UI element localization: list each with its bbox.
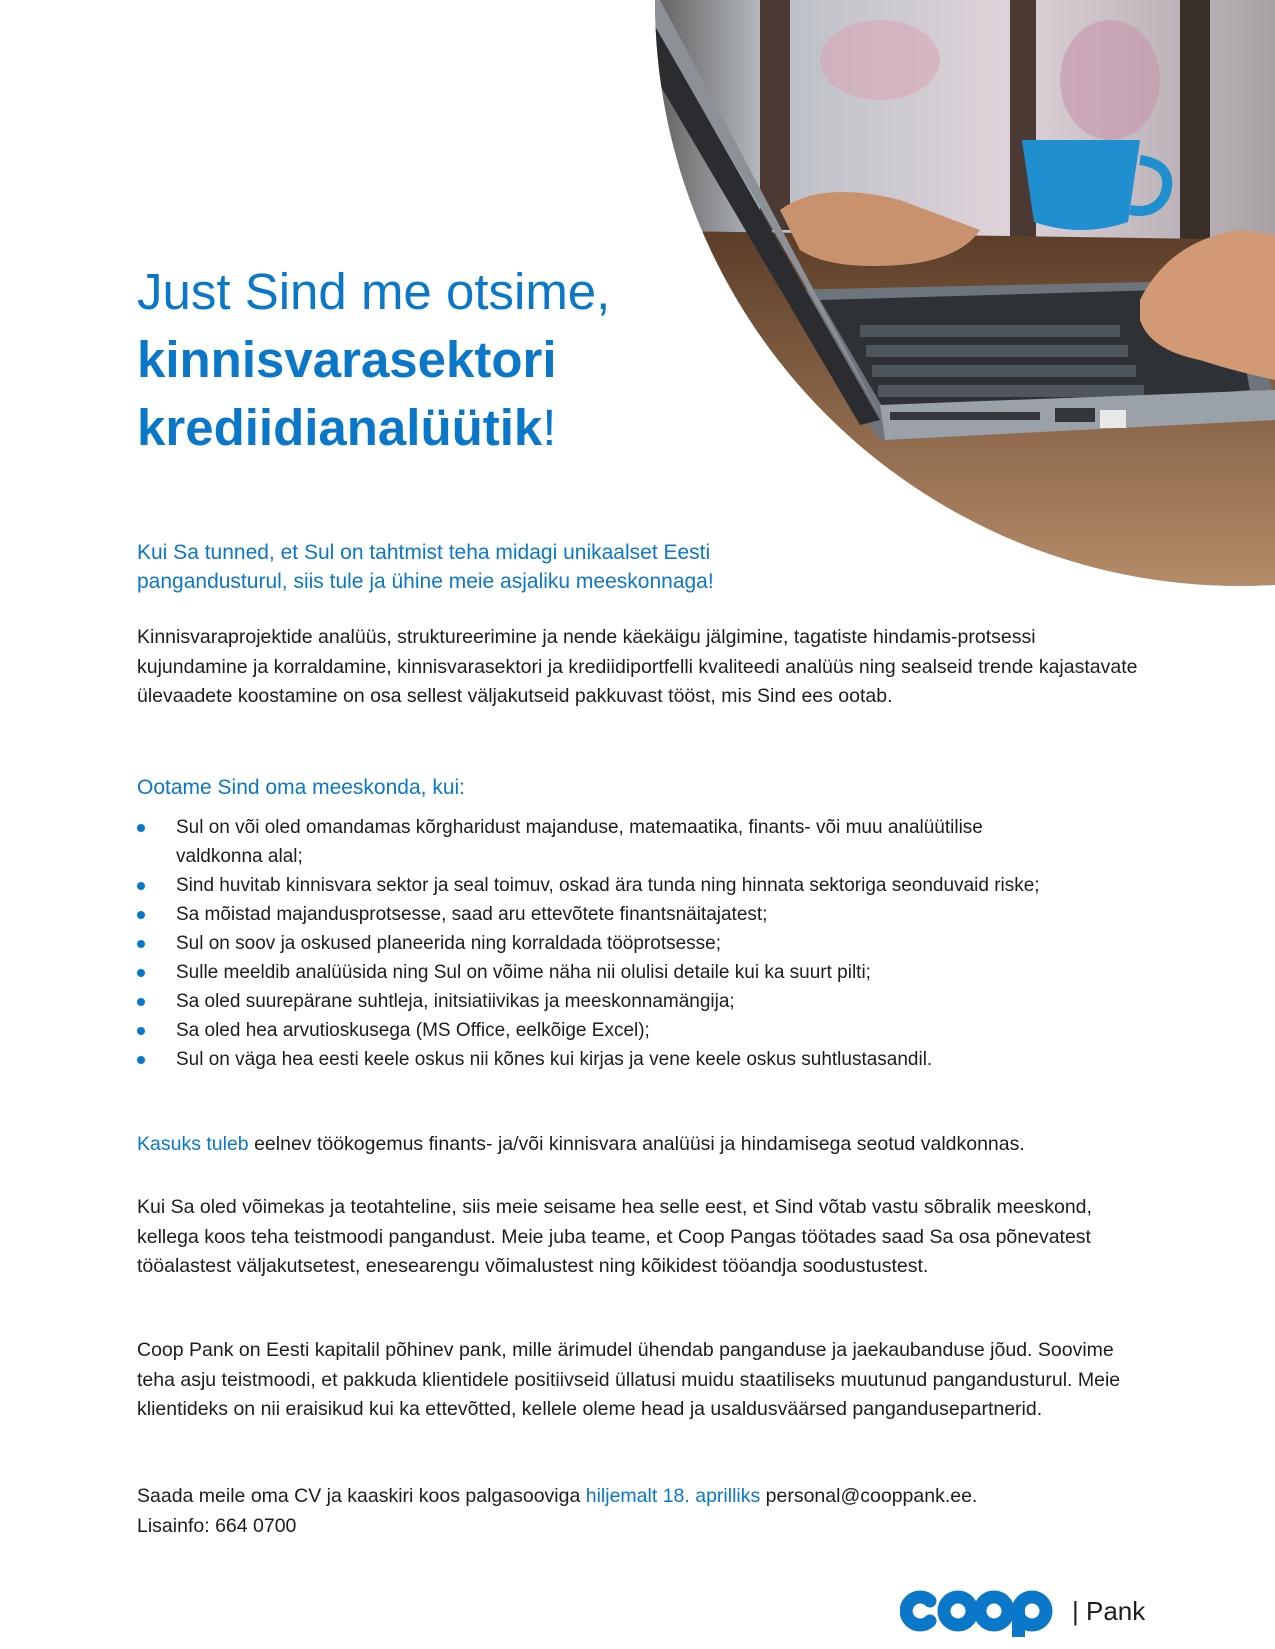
bullet-icon: [137, 998, 145, 1006]
list-item-text: Sul on väga hea eesti keele oskus nii kõnes kui kirjas ja vene keele oskus suhtlustasandil.: [176, 1049, 933, 1070]
headline-line3: krediidianalüütik: [137, 399, 543, 456]
bonus-rest: eelnev töökogemus finants- ja/või kinnisvara analüüsi ja hindamisega seotud valdkonnas.: [248, 1133, 1025, 1155]
pank-label: [1072, 1596, 1145, 1627]
apply-line: [137, 1482, 1147, 1512]
apply-email-link[interactable]: personal@cooppank.ee.: [760, 1485, 978, 1507]
info-line: [137, 1512, 1147, 1542]
headline-line3-wrap: [137, 399, 556, 456]
logo-separator: |: [1072, 1596, 1079, 1626]
list-item: [137, 900, 1067, 929]
list-item-text: Sa mõistad majandusprotsesse, saad aru ettevõtete finantsnäitajatest;: [176, 904, 768, 925]
bullet-icon: [137, 969, 145, 977]
apply-deadline: hiljemalt 18. aprilliks: [585, 1485, 761, 1507]
offer-paragraph: Kui Sa oled võimekas ja teotahteline, siis meie seisame hea selle eest, et Sind võtab vastu sõbralik meeskond, kellega koos teha teistmoodi pangandust. Meie juba teame, et Coop Pangas töötades saad Sa osa põnevatest tööalastest väljakutsetest, enesearengu võimalustest ning kõikidest tööandja soodustustest.: [137, 1196, 1092, 1277]
headline: [137, 258, 657, 462]
info-label: Lisainfo:: [137, 1514, 216, 1537]
bullet-icon: [137, 824, 145, 832]
bullet-icon: [137, 940, 145, 948]
intro-line1: Kui Sa tunned, et Sul on tahtmist teha midagi unikaalset Eesti: [137, 541, 711, 564]
list-item: [137, 958, 1067, 987]
coop-pank-logo: [900, 1585, 1146, 1637]
headline-line1: Just Sind me otsime,: [137, 263, 611, 320]
list-item: [137, 987, 1067, 1016]
list-item-text: Sul on või oled omandamas kõrgharidust majanduse, matemaatika, finants- või muu analüütilise valdkonna alal;: [176, 817, 983, 867]
info-phone: 664 0700: [215, 1514, 297, 1537]
bonus-paragraph: [137, 1130, 1147, 1160]
list-item: [137, 929, 1067, 958]
list-item: [137, 871, 1067, 900]
bonus-lead: Kasuks tuleb: [137, 1133, 249, 1155]
apply-text: Saada meile oma CV ja kaaskiri koos palgasooviga: [137, 1485, 586, 1507]
bullet-icon: [137, 1056, 145, 1064]
intro-text: [137, 538, 897, 596]
bullet-icon: [137, 882, 145, 890]
bullet-icon: [137, 911, 145, 919]
list-item: [137, 1016, 1067, 1045]
coop-logo-mark: [900, 1585, 1060, 1637]
apply-paragraph: [137, 1482, 1147, 1541]
list-item: [137, 1045, 1067, 1074]
list-item-text: Sul on soov ja oskused planeerida ning korraldada tööprotsesse;: [176, 933, 722, 954]
headline-line2: kinnisvarasektori: [137, 331, 557, 388]
requirements-heading: Ootame Sind oma meeskonda, kui:: [137, 776, 466, 799]
requirements-list: [137, 813, 1067, 1074]
list-item: [137, 813, 1067, 871]
logo-suffix: Pank: [1086, 1596, 1146, 1626]
list-item-text: Sa oled suurepärane suhtleja, initsiatiivikas ja meeskonnamängija;: [176, 991, 735, 1012]
bullet-icon: [137, 1027, 145, 1035]
list-item-text: Sind huvitab kinnisvara sektor ja seal toimuv, oskad ära tunda ning hinnata sektoriga seonduvaid riske;: [176, 875, 1040, 896]
headline-exclamation: !: [542, 399, 557, 456]
job-description: Kinnisvaraprojektide analüüs, struktureerimine ja nende käekäigu jälgimine, tagatiste hindamis-protsessi kujundamine ja korraldamine, kinnisvarasektori ja krediidiportfelli kvaliteedi analüüs ning sealseid trende kajastavate ülevaadete koostamine on osa sellest väljakutseid pakkuvast tööst, mis Sind ees ootab.: [137, 626, 1138, 707]
list-item-text: Sa oled hea arvutioskusega (MS Office, eelkõige Excel);: [176, 1020, 650, 1041]
list-item-text: Sulle meeldib analüüsida ning Sul on võime näha nii olulisi detaile kui ka suurt pilti;: [176, 962, 871, 983]
intro-line2: pangandusturul, siis tule ja ühine meie asjaliku meeskonnaga!: [137, 570, 714, 593]
about-paragraph: Coop Pank on Eesti kapitalil põhinev pank, mille ärimudel ühendab panganduse ja jaekaubanduse jõud. Soovime teha asju teistmoodi, et pakkuda klientidele positiivseid üllatusi muidu staatiliseks muutunud pangandusturul. Meie klientideks on nii eraisikud kui ka ettevõtted, kellele oleme head ja usaldusväärsed pangandusepartnerid.: [137, 1339, 1121, 1420]
